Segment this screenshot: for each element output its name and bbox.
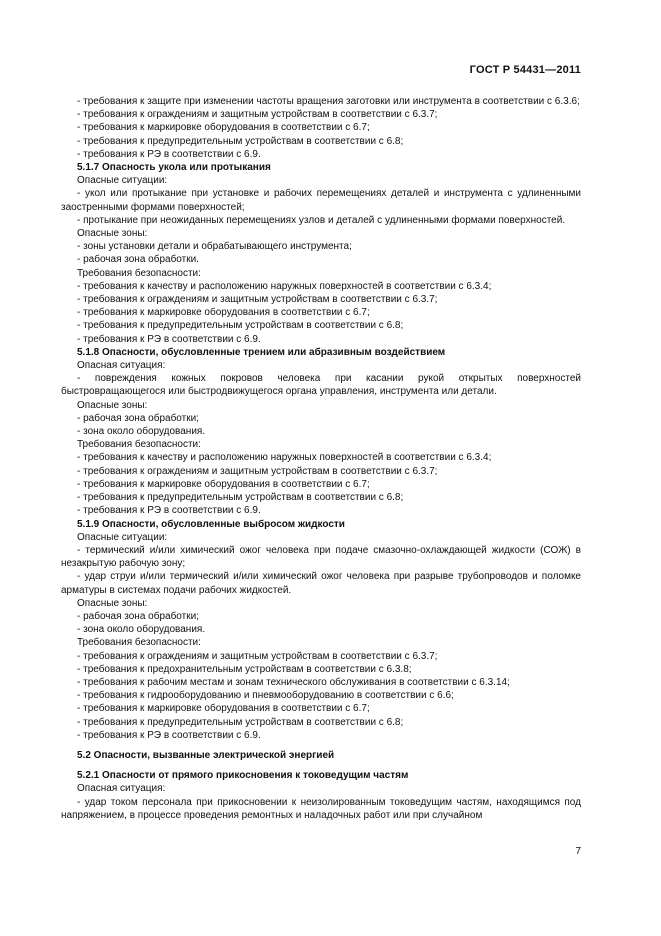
paragraph: - требования к маркировке оборудования в соответствии с 6.7; — [77, 122, 370, 134]
paragraph: - рабочая зона обработки; — [77, 610, 199, 622]
paragraph: - требования к маркировке оборудования в соответствии с 6.7; — [77, 307, 370, 319]
paragraph: - требования к рабочим местам и зонам технического обслуживания в соответствии с 6.3.14; — [77, 676, 510, 688]
paragraph: - требования к защите при изменении частоты вращения заготовки или инструмента в соответствии с 6.3.6; — [77, 96, 580, 107]
paragraph: - требования к гидрооборудованию и пневмооборудованию в соответствии с 6.6; — [77, 690, 454, 702]
paragraph: - зоны установки детали и обрабатывающего инструмента; — [77, 241, 352, 253]
page-number: 7 — [575, 846, 581, 857]
paragraph: Опасные зоны: — [77, 399, 148, 411]
paragraph: Требования безопасности: — [77, 439, 201, 451]
paragraph: - требования к ограждениям и защитным устройствам в соответствии с 6.3.7; — [77, 109, 438, 121]
paragraph: Опасные зоны: — [77, 597, 148, 609]
paragraph: - требования к предупредительным устройствам в соответствии с 6.8; — [77, 492, 404, 504]
paragraph: - укол или протыкание при установке и рабочих перемещениях деталей и инструмента с удлиненными заостренными формами поверхностей; — [61, 188, 581, 213]
paragraph: - требования к ограждениям и защитным устройствам в соответствии с 6.3.7; — [77, 294, 438, 306]
paragraph: - зона около оборудования. — [77, 426, 206, 438]
paragraph: - повреждения кожных покровов человека при касании рукой открытых поверхностей быстровращающегося или быстродвижущегося органа управления, инструмента или детали. — [61, 373, 581, 398]
paragraph: Требования безопасности: — [77, 637, 201, 649]
section-heading: 5.2 Опасности, вызванные электрической энергией — [77, 749, 335, 761]
standard-number: ГОСТ Р 54431—2011 — [469, 64, 581, 76]
paragraph: - требования к качеству и расположению наружных поверхностей в соответствии с 6.3.4; — [77, 280, 492, 292]
paragraph: - требования к предупредительным устройствам в соответствии с 6.8; — [77, 320, 404, 332]
paragraph: - требования к РЭ в соответствии с 6.9. — [77, 505, 261, 517]
section-heading: 5.1.7 Опасность укола или протыкания — [77, 162, 271, 174]
paragraph: - требования к РЭ в соответствии с 6.9. — [77, 729, 261, 741]
paragraph: - требования к РЭ в соответствии с 6.9. — [77, 333, 261, 345]
paragraph: - рабочая зона обработки; — [77, 412, 199, 424]
section-heading: 5.1.9 Опасности, обусловленные выбросом жидкости — [77, 518, 345, 530]
paragraph: - термический и/или химический ожог человека при подаче смазочно-охлаждающей жидкости (СОЖ) в незакрытую рабочую зону; — [61, 544, 581, 570]
section-heading: 5.2.1 Опасности от прямого прикосновения к токоведущим частям — [77, 770, 409, 782]
paragraph: - требования к ограждениям и защитным устройствам в соответствии с 6.3.7; — [77, 650, 438, 662]
paragraph: - удар током персонала при прикосновении к неизолированным токоведущим частям, находящимся под напряжением, в процессе проведения ремонтных и наладочных работ или при случайном — [61, 796, 581, 821]
paragraph: Опасная ситуация: — [77, 783, 166, 795]
paragraph: Опасные ситуации: — [77, 531, 168, 543]
paragraph: Опасные ситуации: — [77, 175, 168, 187]
paragraph: - требования к маркировке оборудования в соответствии с 6.7; — [77, 703, 370, 715]
paragraph: - требования к предупредительным устройствам в соответствии с 6.8; — [77, 716, 404, 728]
paragraph: - зона около оборудования. — [77, 624, 206, 636]
paragraph: - требования к качеству и расположению наружных поверхностей в соответствии с 6.3.4; — [77, 452, 492, 464]
paragraph: - удар струи и/или термический и/или химический ожог человека при разрыве трубопроводов и поломке арматуры в системах подачи рабочих жидкостей. — [61, 571, 581, 596]
paragraph: Опасная ситуация: — [77, 360, 166, 372]
paragraph: - требования к ограждениям и защитным устройствам в соответствии с 6.3.7; — [77, 465, 438, 477]
paragraph: - требования к маркировке оборудования в соответствии с 6.7; — [77, 478, 370, 490]
section-heading: 5.1.8 Опасности, обусловленные трением или абразивным воздействием — [77, 346, 446, 358]
paragraph: - рабочая зона обработки. — [77, 254, 199, 266]
paragraph: - протыкание при неожиданных перемещениях узлов и деталей с удлиненными формами поверхностей. — [77, 214, 566, 226]
document-body — [61, 95, 581, 822]
paragraph: Опасные зоны: — [77, 228, 148, 240]
paragraph: Требования безопасности: — [77, 267, 201, 279]
paragraph: - требования к РЭ в соответствии с 6.9. — [77, 148, 261, 160]
paragraph: - требования к предохранительным устройствам в соответствии с 6.3.8; — [77, 663, 412, 675]
paragraph: - требования к предупредительным устройствам в соответствии с 6.8; — [77, 135, 404, 147]
